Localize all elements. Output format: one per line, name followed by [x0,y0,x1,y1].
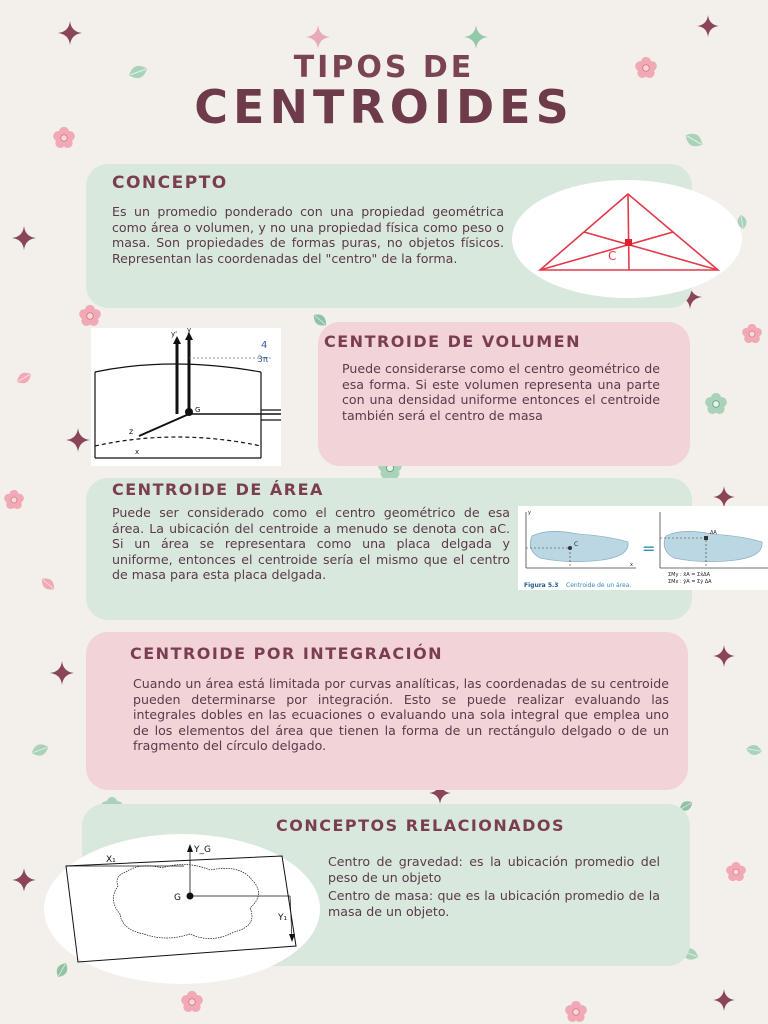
leaf-icon [34,570,62,598]
integracion-heading: CENTROIDE POR INTEGRACIÓN [130,644,444,663]
cylinder-label-x: x [135,448,140,456]
plate-label-yg: Y_G [194,845,211,855]
flower-icon [79,305,101,327]
area-fig-caption-text: Centroide de un área. [566,582,632,589]
plate-figure [44,834,320,984]
area-fig-caption-prefix: Figura 5.3 [524,582,559,589]
area-eq-sign: = [642,539,656,558]
cylinder-label-yp: y' [171,330,178,338]
star-icon [58,21,82,45]
plate-label-g: G [174,893,181,903]
flower-icon [181,991,203,1013]
volumen-heading: CENTROIDE DE VOLUMEN [324,332,581,351]
cylinder-label-z: z [129,427,134,436]
area-fig-label-x: x [630,562,633,568]
page-title: CENTROIDES [194,80,574,134]
cylinder-fraction-num: 4 [261,340,268,351]
star-icon [713,486,735,508]
cylinder-label-g: G [195,406,201,414]
cylinder-fraction-den: 3π [257,355,269,365]
green-flower-icon [705,393,727,415]
concepto-heading: CONCEPTO [112,173,228,193]
cylinder-figure [91,328,281,466]
leaf-icon [742,738,765,761]
flower-icon [4,490,24,510]
concepto-text: Es un promedio ponderado con una propiedad geométrica como área o volumen, y no una propiedad física como peso o masa. Son propiedades de formas puras, no objetos físicos. Representan las coordenadas del "centro" de la forma. [112,204,504,266]
star-icon [697,15,719,37]
area-fig-label-da: ΔA [710,530,717,536]
star-icon [12,226,36,250]
area-figure [518,506,768,590]
area-fig-eq1: ΣMy : x̄A = Σx̃ΔA [668,572,711,578]
relacionados-heading: CONCEPTOS RELACIONADOS [276,816,566,835]
volumen-text: Puede considerarse como el centro geométrico de esa forma. Si este volumen representa una parte con una densidad uniforme entonces el centroide también será el centro de masa [342,361,660,423]
star-icon [713,645,735,667]
triangle-label-c: C [608,249,617,263]
area-fig-eq2: ΣMx : ȳA = Σỹ ΔA [668,579,712,585]
leaf-icon [26,736,54,764]
plate-label-y: Y₁ [278,913,288,923]
star-icon [50,661,74,685]
relacionados-text-1: Centro de gravedad: es la ubicación promedio del peso de un objeto [328,854,660,885]
area-text: Puede ser considerado como el centro geométrico de esa área. La ubicación del centroide a menudo se denota con aC. Si un área se representara como una placa delgada y uniforme, entonces el centroide sería el mismo que el centro de masa para esta placa delgada. [112,505,510,583]
area-fig-label-y: y [528,510,531,516]
star-icon [66,428,90,452]
star-icon [306,25,330,49]
title-line-1: TIPOS DE [293,50,475,85]
star-icon [12,868,36,892]
star-icon [464,25,488,49]
relacionados-text-2: Centro de masa: que es la ubicación promedio de la masa de un objeto. [328,888,660,919]
flower-icon [726,862,746,882]
cylinder-label-y: y [187,328,192,334]
integracion-text: Cuando un área está limitada por curvas analíticas, las coordenadas de su centroide pueden determinarse por integración. Esto se puede realizar evaluando las integrales dobles en las ecuaciones o evaluando una sola integral que emplea uno de los elementos del área que tienen la forma de un rectángulo delgado o de un fragmento del círculo delgado. [133,676,669,754]
star-icon [713,989,735,1011]
area-fig-label-c: C [574,541,579,548]
plate-label-x: X₁ [106,855,116,865]
leaf-icon [10,364,37,391]
triangle-figure [512,180,742,298]
area-heading: CENTROIDE DE ÁREA [112,480,324,499]
flower-icon [742,324,762,344]
flower-icon [565,1001,587,1023]
